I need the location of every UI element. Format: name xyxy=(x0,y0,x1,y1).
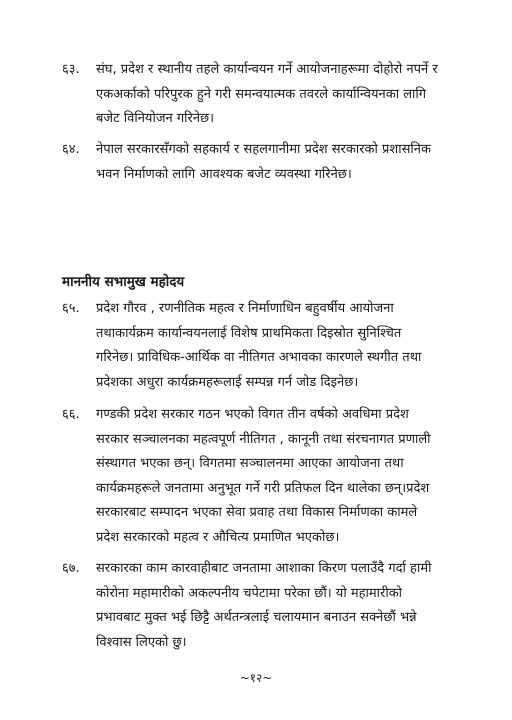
paragraph-line: विश्वास लिएको छु। xyxy=(96,634,187,650)
paragraph-line: एकअर्काको परिपुरक हुने गरी समन्वयात्मक तवरले कार्यान्वियनका लागि xyxy=(96,86,427,102)
paragraph-number: ६५. xyxy=(62,301,80,316)
paragraph-line: सरकारबाट सम्पादन भएका सेवा प्रवाह तथा विकास निर्माणका कामले xyxy=(96,505,418,520)
paragraph-line: बजेट विनियोजन गरिनेछ। xyxy=(96,111,215,126)
paragraph-line: संस्थागत भएका छन्। विगतमा सञ्चालनमा आएका आयोजना तथा xyxy=(96,456,404,471)
paragraph-line: तथाकार्यक्रम कार्यान्वयनलाई विशेष प्राथमिकता दिइस्रोत सुनिश्चित xyxy=(96,325,402,341)
paragraph-number: ६३. xyxy=(62,62,80,77)
paragraph-line: प्रदेश सरकारको महत्व र औचित्य प्रमाणित भएकोछ। xyxy=(96,529,340,545)
page-number: ~१२~ xyxy=(239,671,273,685)
paragraph-line: नेपाल सरकारसँगको सहकार्य र सहलगानीमा प्रदेश सरकारको प्रशासनिक xyxy=(96,142,431,157)
paragraph-line: सरकार सञ्चालनका महत्वपूर्ण नीतिगत , कानूनी तथा संरचनागत प्रणाली xyxy=(96,431,431,447)
paragraph-line: प्रदेशका अधुरा कार्यक्रमहरूलाई सम्पन्न गर्न जोड दिइनेछ। xyxy=(96,374,359,390)
paragraph-line: कार्यक्रमहरूले जनतामा अनुभूत गर्ने गरी प्रतिफल दिन थालेका छन्।प्रदेश xyxy=(96,480,430,496)
paragraph-line: प्रभावबाट मुक्त भई छिट्टै अर्थतन्त्रलाई चलायमान बनाउन सक्नेछौं भन्ने xyxy=(96,610,417,625)
paragraph-number: ६७. xyxy=(62,561,80,576)
paragraph-line: भवन निर्माणको लागि आवश्यक बजेट व्यवस्था गरिनेछ। xyxy=(96,166,352,182)
paragraph-line: गण्डकी प्रदेश सरकार गठन भएको विगत तीन वर्षको अवधिमा प्रदेश xyxy=(96,407,409,422)
paragraph-line: संघ, प्रदेश र स्थानीय तहले कार्यान्वयन गर्ने आयोजनाहरूमा दोहोरो नपर्ने र xyxy=(96,62,438,77)
paragraph-line: प्रदेश गौरव , रणनीतिक महत्व र निर्माणाधिन बहुवर्षीय आयोजना xyxy=(96,301,394,316)
paragraph-line: कोरोना महामारीको अकल्पनीय चपेटामा परेका छौं। यो महामारीको xyxy=(96,585,403,601)
paragraph-number: ६४. xyxy=(62,142,80,157)
paragraph-line: सरकारका काम कारवाहीबाट जनतामा आशाका किरण पलाउँदै गर्दा हामी xyxy=(96,561,432,576)
paragraph-number: ६६. xyxy=(62,407,80,422)
paragraph-line: गरिनेछ। प्राविधिक-आर्थिक वा नीतिगत अभावका कारणले स्थगीत तथा xyxy=(96,350,422,365)
section-heading: माननीय सभामुख महोदय xyxy=(62,274,185,290)
